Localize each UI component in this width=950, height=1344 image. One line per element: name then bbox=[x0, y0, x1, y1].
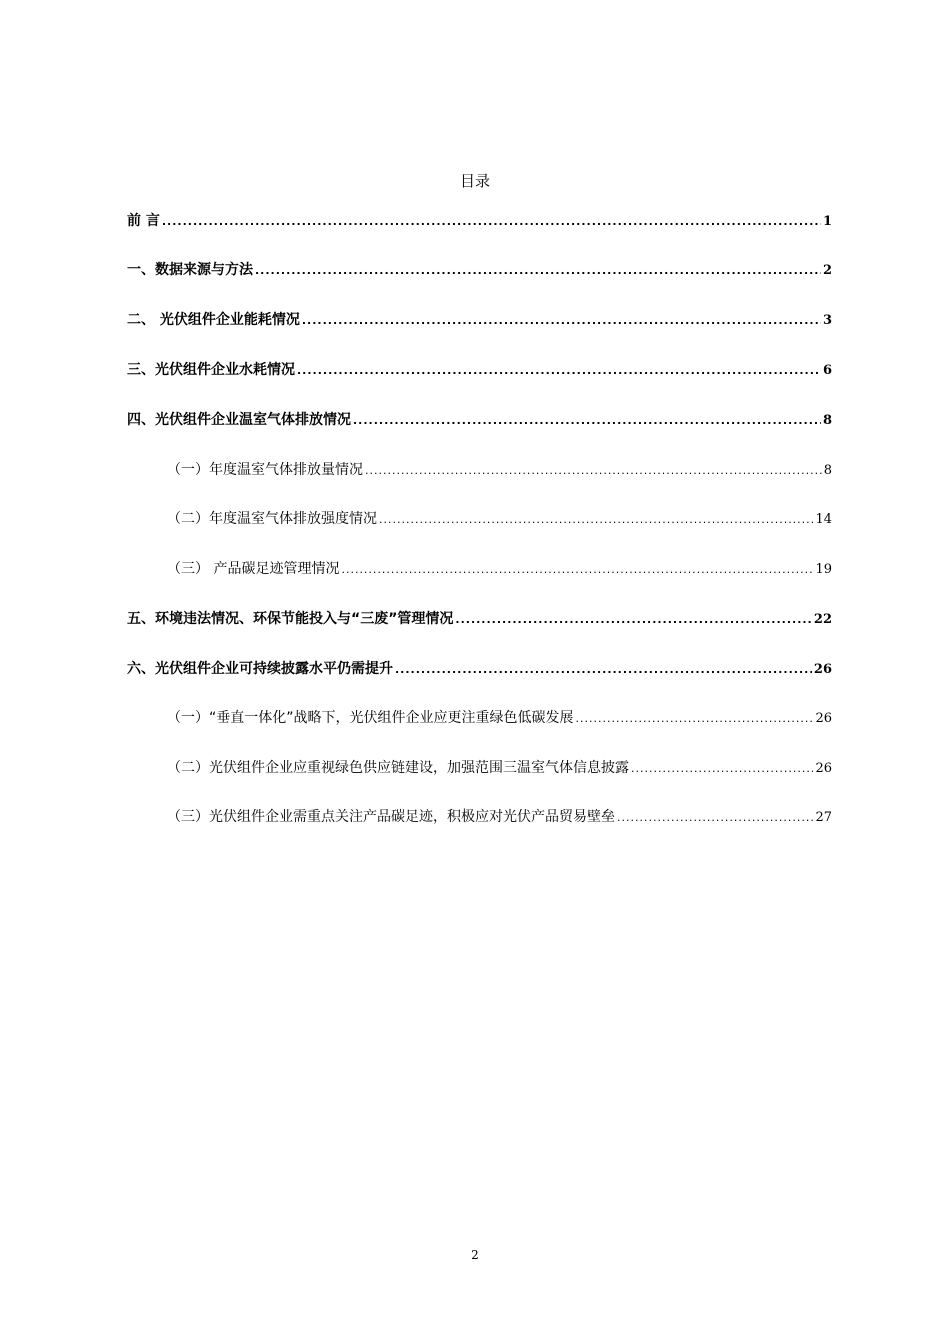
toc-entry-section-6-1[interactable] bbox=[167, 707, 832, 727]
toc-entry-title: （二）年度温室气体排放强度情况 bbox=[167, 511, 377, 527]
toc-entry-section-6-2[interactable] bbox=[167, 757, 832, 777]
toc-entry-page: 8 bbox=[822, 413, 832, 428]
toc-entry-page: 26 bbox=[815, 761, 832, 776]
toc-entry-section-3[interactable] bbox=[127, 359, 832, 379]
toc-entry-page: 19 bbox=[815, 562, 832, 577]
toc-entry-section-6[interactable] bbox=[127, 658, 832, 678]
toc-dot-leader bbox=[353, 414, 821, 427]
toc-entry-page: 26 bbox=[815, 711, 832, 726]
toc-entry-section-1[interactable] bbox=[127, 259, 832, 279]
toc-entry-section-4-3[interactable] bbox=[167, 558, 832, 578]
toc-entry-page: 8 bbox=[823, 463, 832, 478]
toc-entry-page: 1 bbox=[822, 214, 832, 229]
toc-entry-page: 27 bbox=[815, 810, 832, 825]
toc-entry-section-6-3[interactable] bbox=[167, 806, 832, 826]
toc-dot-leader bbox=[341, 563, 813, 576]
toc-dot-leader bbox=[365, 464, 822, 477]
toc-entry-page: 26 bbox=[813, 662, 832, 677]
toc-entry-page: 3 bbox=[822, 313, 832, 328]
toc-entry-section-2[interactable] bbox=[127, 309, 832, 329]
toc-entry-title: 五、环境违法情况、环保节能投入与“三废”管理情况 bbox=[127, 611, 454, 627]
toc-entry-section-4-1[interactable] bbox=[167, 459, 832, 479]
toc-entry-title: （二）光伏组件企业应重视绿色供应链建设，加强范围三温室气体信息披露 bbox=[167, 760, 629, 776]
toc-entry-page: 14 bbox=[815, 512, 832, 527]
toc-entry-section-4-2[interactable] bbox=[167, 508, 832, 528]
toc-dot-leader bbox=[576, 712, 814, 725]
toc-entry-title: 六、光伏组件企业可持续披露水平仍需提升 bbox=[127, 661, 393, 677]
toc-dot-leader bbox=[255, 264, 821, 277]
toc-entry-page: 2 bbox=[822, 263, 832, 278]
toc-entry-section-4[interactable] bbox=[127, 409, 832, 429]
toc-dot-leader bbox=[617, 811, 813, 824]
page-number: 2 bbox=[471, 1248, 479, 1262]
toc-entry-page: 6 bbox=[822, 363, 832, 378]
toc-entry-title: 一、数据来源与方法 bbox=[127, 262, 253, 278]
toc-entry-title: （一）年度温室气体排放量情况 bbox=[167, 462, 363, 478]
toc-entry-page: 22 bbox=[813, 612, 832, 627]
toc-dot-leader bbox=[455, 613, 812, 626]
toc-dot-leader bbox=[379, 513, 813, 526]
toc-dot-leader bbox=[162, 215, 821, 228]
toc-dot-leader bbox=[297, 364, 821, 377]
toc-entry-title: 二、 光伏组件企业能耗情况 bbox=[127, 312, 300, 328]
toc-entry-title: （三）光伏组件企业需重点关注产品碳足迹，积极应对光伏产品贸易壁垒 bbox=[167, 809, 615, 825]
toc-entry-title: 四、光伏组件企业温室气体排放情况 bbox=[127, 412, 351, 428]
toc-entry-title: 三、光伏组件企业水耗情况 bbox=[127, 362, 295, 378]
toc-dot-leader bbox=[302, 314, 821, 327]
toc-entry-preface[interactable] bbox=[127, 210, 832, 230]
toc-dot-leader bbox=[631, 762, 813, 775]
toc-entry-title: 前 言 bbox=[127, 213, 160, 229]
toc-entry-section-5[interactable] bbox=[127, 608, 832, 628]
page-title: 目录 bbox=[459, 172, 490, 190]
toc-entry-title: （一）“垂直一体化”战略下，光伏组件企业应更注重绿色低碳发展 bbox=[167, 710, 574, 726]
toc-dot-leader bbox=[395, 663, 812, 676]
toc-entry-title: （三） 产品碳足迹管理情况 bbox=[167, 561, 340, 577]
